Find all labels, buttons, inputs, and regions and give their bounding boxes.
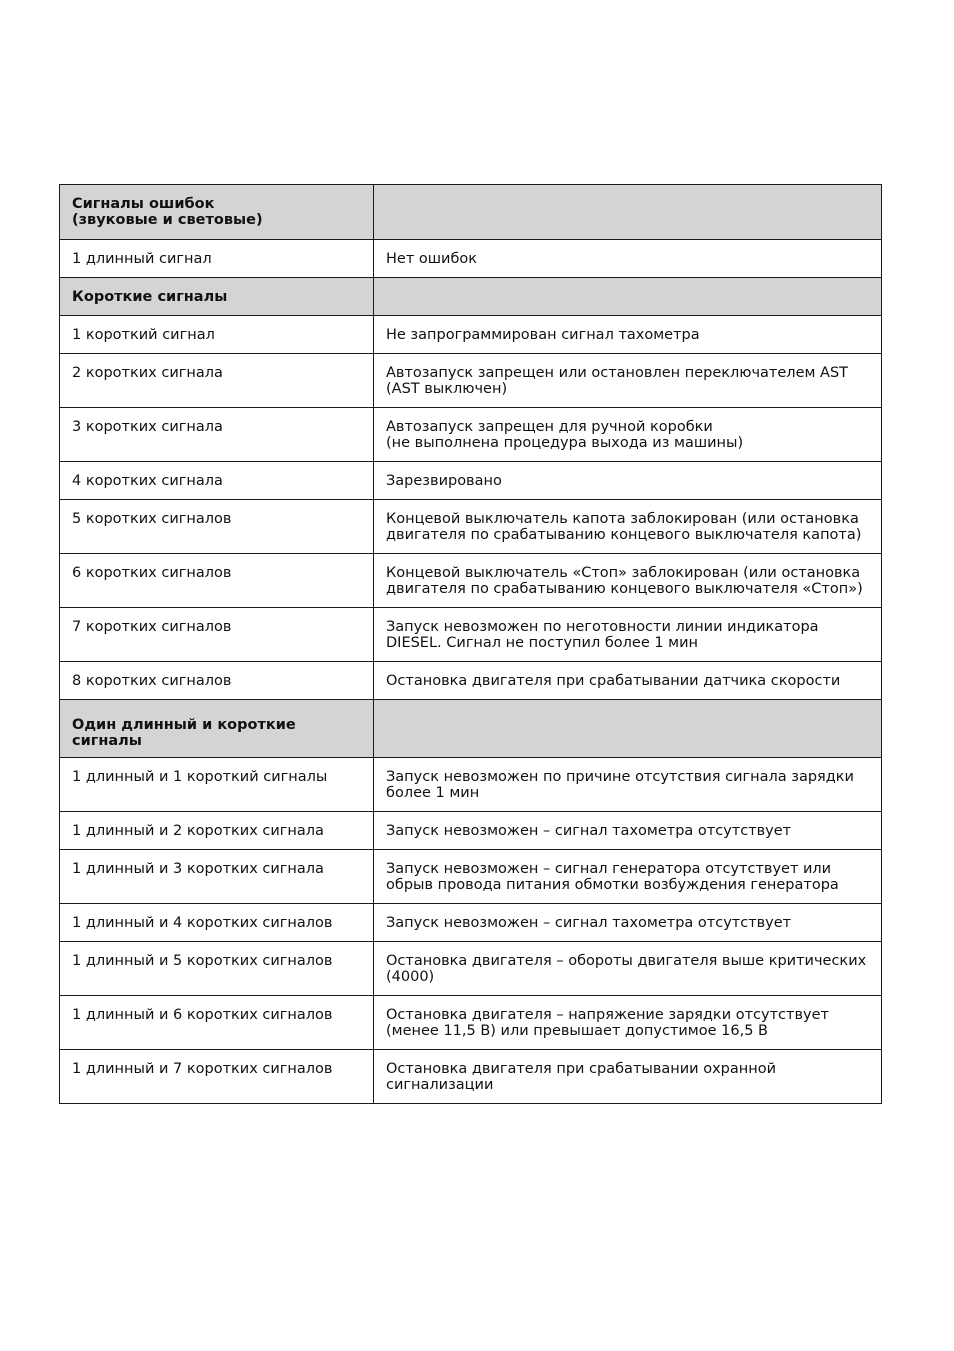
meaning-cell: Запуск невозможен – сигнал генератора отсутствует или обрыв провода питания обмотки возбуждения генератора xyxy=(374,850,882,904)
table-row xyxy=(60,316,882,354)
table-row xyxy=(60,554,882,608)
meaning-cell: Концевой выключатель «Стоп» заблокирован (или остановка двигателя по срабатыванию концевого выключателя «Стоп») xyxy=(374,554,882,608)
section-title-cell: Один длинный и короткие сигналы xyxy=(60,700,374,758)
meaning-cell: Автозапуск запрещен или остановлен переключателем AST (AST выключен) xyxy=(374,354,882,408)
table-row xyxy=(60,608,882,662)
meaning-cell: Не запрограммирован сигнал тахометра xyxy=(374,316,882,354)
signal-cell: 1 длинный и 7 коротких сигналов xyxy=(60,1050,374,1104)
signal-cell: 8 коротких сигналов xyxy=(60,662,374,700)
table-row xyxy=(60,812,882,850)
signal-cell: 1 длинный сигнал xyxy=(60,240,374,278)
error-signals-table-body xyxy=(60,185,882,1104)
signal-cell: 1 длинный и 3 коротких сигнала xyxy=(60,850,374,904)
signal-cell: 3 коротких сигнала xyxy=(60,408,374,462)
signal-cell: 7 коротких сигналов xyxy=(60,608,374,662)
meaning-cell: Автозапуск запрещен для ручной коробки (не выполнена процедура выхода из машины) xyxy=(374,408,882,462)
signal-cell: 4 коротких сигнала xyxy=(60,462,374,500)
meaning-cell: Концевой выключатель капота заблокирован (или остановка двигателя по срабатыванию концевого выключателя капота) xyxy=(374,500,882,554)
signal-cell: 1 длинный и 2 коротких сигнала xyxy=(60,812,374,850)
table-row xyxy=(60,996,882,1050)
header-empty-cell xyxy=(374,185,882,240)
table-row xyxy=(60,462,882,500)
meaning-cell: Остановка двигателя при срабатывании охранной сигнализации xyxy=(374,1050,882,1104)
signal-cell: 6 коротких сигналов xyxy=(60,554,374,608)
signal-cell: 1 длинный и 5 коротких сигналов xyxy=(60,942,374,996)
signal-cell: 1 длинный и 1 короткий сигналы xyxy=(60,758,374,812)
signal-cell: 1 длинный и 4 коротких сигналов xyxy=(60,904,374,942)
meaning-cell: Запуск невозможен по неготовности линии индикатора DIESEL. Сигнал не поступил более 1 мин xyxy=(374,608,882,662)
signal-cell: 2 коротких сигнала xyxy=(60,354,374,408)
table-row xyxy=(60,662,882,700)
table-row xyxy=(60,240,882,278)
table-row xyxy=(60,408,882,462)
meaning-cell: Остановка двигателя – обороты двигателя выше критических (4000) xyxy=(374,942,882,996)
meaning-cell: Остановка двигателя – напряжение зарядки отсутствует (менее 11,5 В) или превышает допустимое 16,5 В xyxy=(374,996,882,1050)
signal-cell: 5 коротких сигналов xyxy=(60,500,374,554)
table-row xyxy=(60,942,882,996)
meaning-cell: Зарезвировано xyxy=(374,462,882,500)
error-signals-table xyxy=(59,184,882,1104)
section-header-row xyxy=(60,278,882,316)
meaning-cell: Запуск невозможен – сигнал тахометра отсутствует xyxy=(374,812,882,850)
meaning-cell: Нет ошибок xyxy=(374,240,882,278)
section-empty-cell xyxy=(374,278,882,316)
table-row xyxy=(60,758,882,812)
table-header-row xyxy=(60,185,882,240)
table-row xyxy=(60,354,882,408)
meaning-cell: Запуск невозможен – сигнал тахометра отсутствует xyxy=(374,904,882,942)
table-row xyxy=(60,500,882,554)
header-title-cell: Сигналы ошибок (звуковые и световые) xyxy=(60,185,374,240)
meaning-cell: Остановка двигателя при срабатывании датчика скорости xyxy=(374,662,882,700)
section-title-cell: Короткие сигналы xyxy=(60,278,374,316)
section-empty-cell xyxy=(374,700,882,758)
meaning-cell: Запуск невозможен по причине отсутствия сигнала зарядки более 1 мин xyxy=(374,758,882,812)
table-row xyxy=(60,904,882,942)
table-row xyxy=(60,1050,882,1104)
table-row xyxy=(60,850,882,904)
signal-cell: 1 длинный и 6 коротких сигналов xyxy=(60,996,374,1050)
section-header-row xyxy=(60,700,882,758)
signal-cell: 1 короткий сигнал xyxy=(60,316,374,354)
